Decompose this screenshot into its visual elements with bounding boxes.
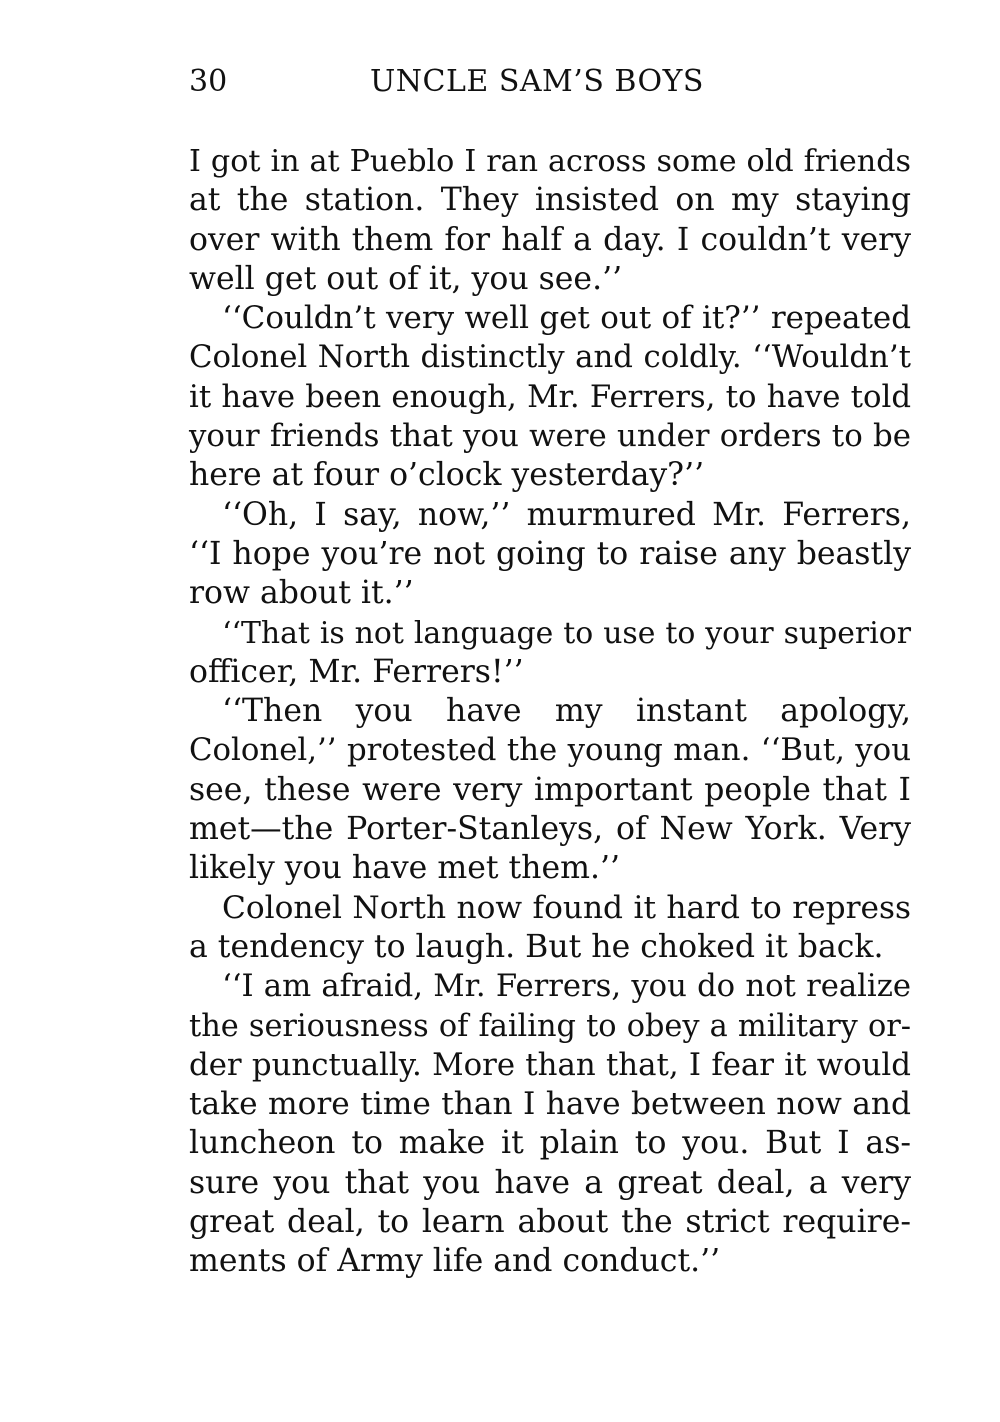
text-line: well get out of it, you see.’’: [189, 260, 623, 297]
running-head: [189, 62, 911, 102]
text-line: see, these were very important people that I: [189, 771, 911, 808]
text-line: ‘‘Then you have my instant apology,: [222, 693, 911, 730]
text-line: it have been enough, Mr. Ferrers, to have told: [189, 378, 911, 415]
body-text: [189, 142, 911, 1282]
text-line: ‘‘That is not language to use to your superior: [222, 615, 911, 651]
text-line: officer, Mr. Ferrers!’’: [189, 653, 524, 690]
book-title: UNCLE SAM’S BOYS: [370, 64, 704, 99]
text-line: I got in at Pueblo I ran across some old friends: [189, 144, 911, 179]
text-line: a tendency to laugh. But he choked it back.: [189, 928, 884, 965]
text-line: Colonel,’’ protested the young man. ‘‘But, you: [189, 732, 911, 769]
text-line: Colonel North now found it hard to repress: [222, 889, 911, 926]
text-line: ments of Army life and conduct.’’: [189, 1243, 721, 1280]
page-number: 30: [189, 64, 228, 99]
text-line: ‘‘Couldn’t very well get out of it?’’ repeated: [222, 300, 911, 337]
text-line: sure you that you have a great deal, a very: [189, 1164, 911, 1201]
text-line: ‘‘I hope you’re not going to raise any beastly: [189, 535, 911, 572]
text-line: take more time than I have between now and: [189, 1086, 911, 1123]
text-line: ‘‘I am afraid, Mr. Ferrers, you do not realize: [222, 969, 911, 1005]
text-line: row about it.’’: [189, 575, 414, 612]
text-line: luncheon to make it plain to you. But I as-: [189, 1125, 911, 1162]
text-line: great deal, to learn about the strict require-: [189, 1204, 911, 1241]
text-line: der punctually. More than that, I fear it would: [189, 1046, 911, 1083]
text-line: over with them for half a day. I couldn’t very: [189, 221, 911, 258]
text-line: at the station. They insisted on my staying: [189, 182, 911, 219]
text-line: ‘‘Oh, I say, now,’’ murmured Mr. Ferrers,: [222, 496, 911, 533]
text-line: the seriousness of failing to obey a military or-: [189, 1008, 911, 1044]
text-line: your friends that you were under orders to be: [189, 418, 911, 455]
text-line: Colonel North distinctly and coldly. ‘‘Wouldn’t: [189, 339, 911, 376]
text-line: likely you have met them.’’: [189, 850, 621, 887]
text-line: met—the Porter-Stanleys, of New York. Very: [189, 811, 911, 848]
text-line: here at four o’clock yesterday?’’: [189, 457, 705, 494]
